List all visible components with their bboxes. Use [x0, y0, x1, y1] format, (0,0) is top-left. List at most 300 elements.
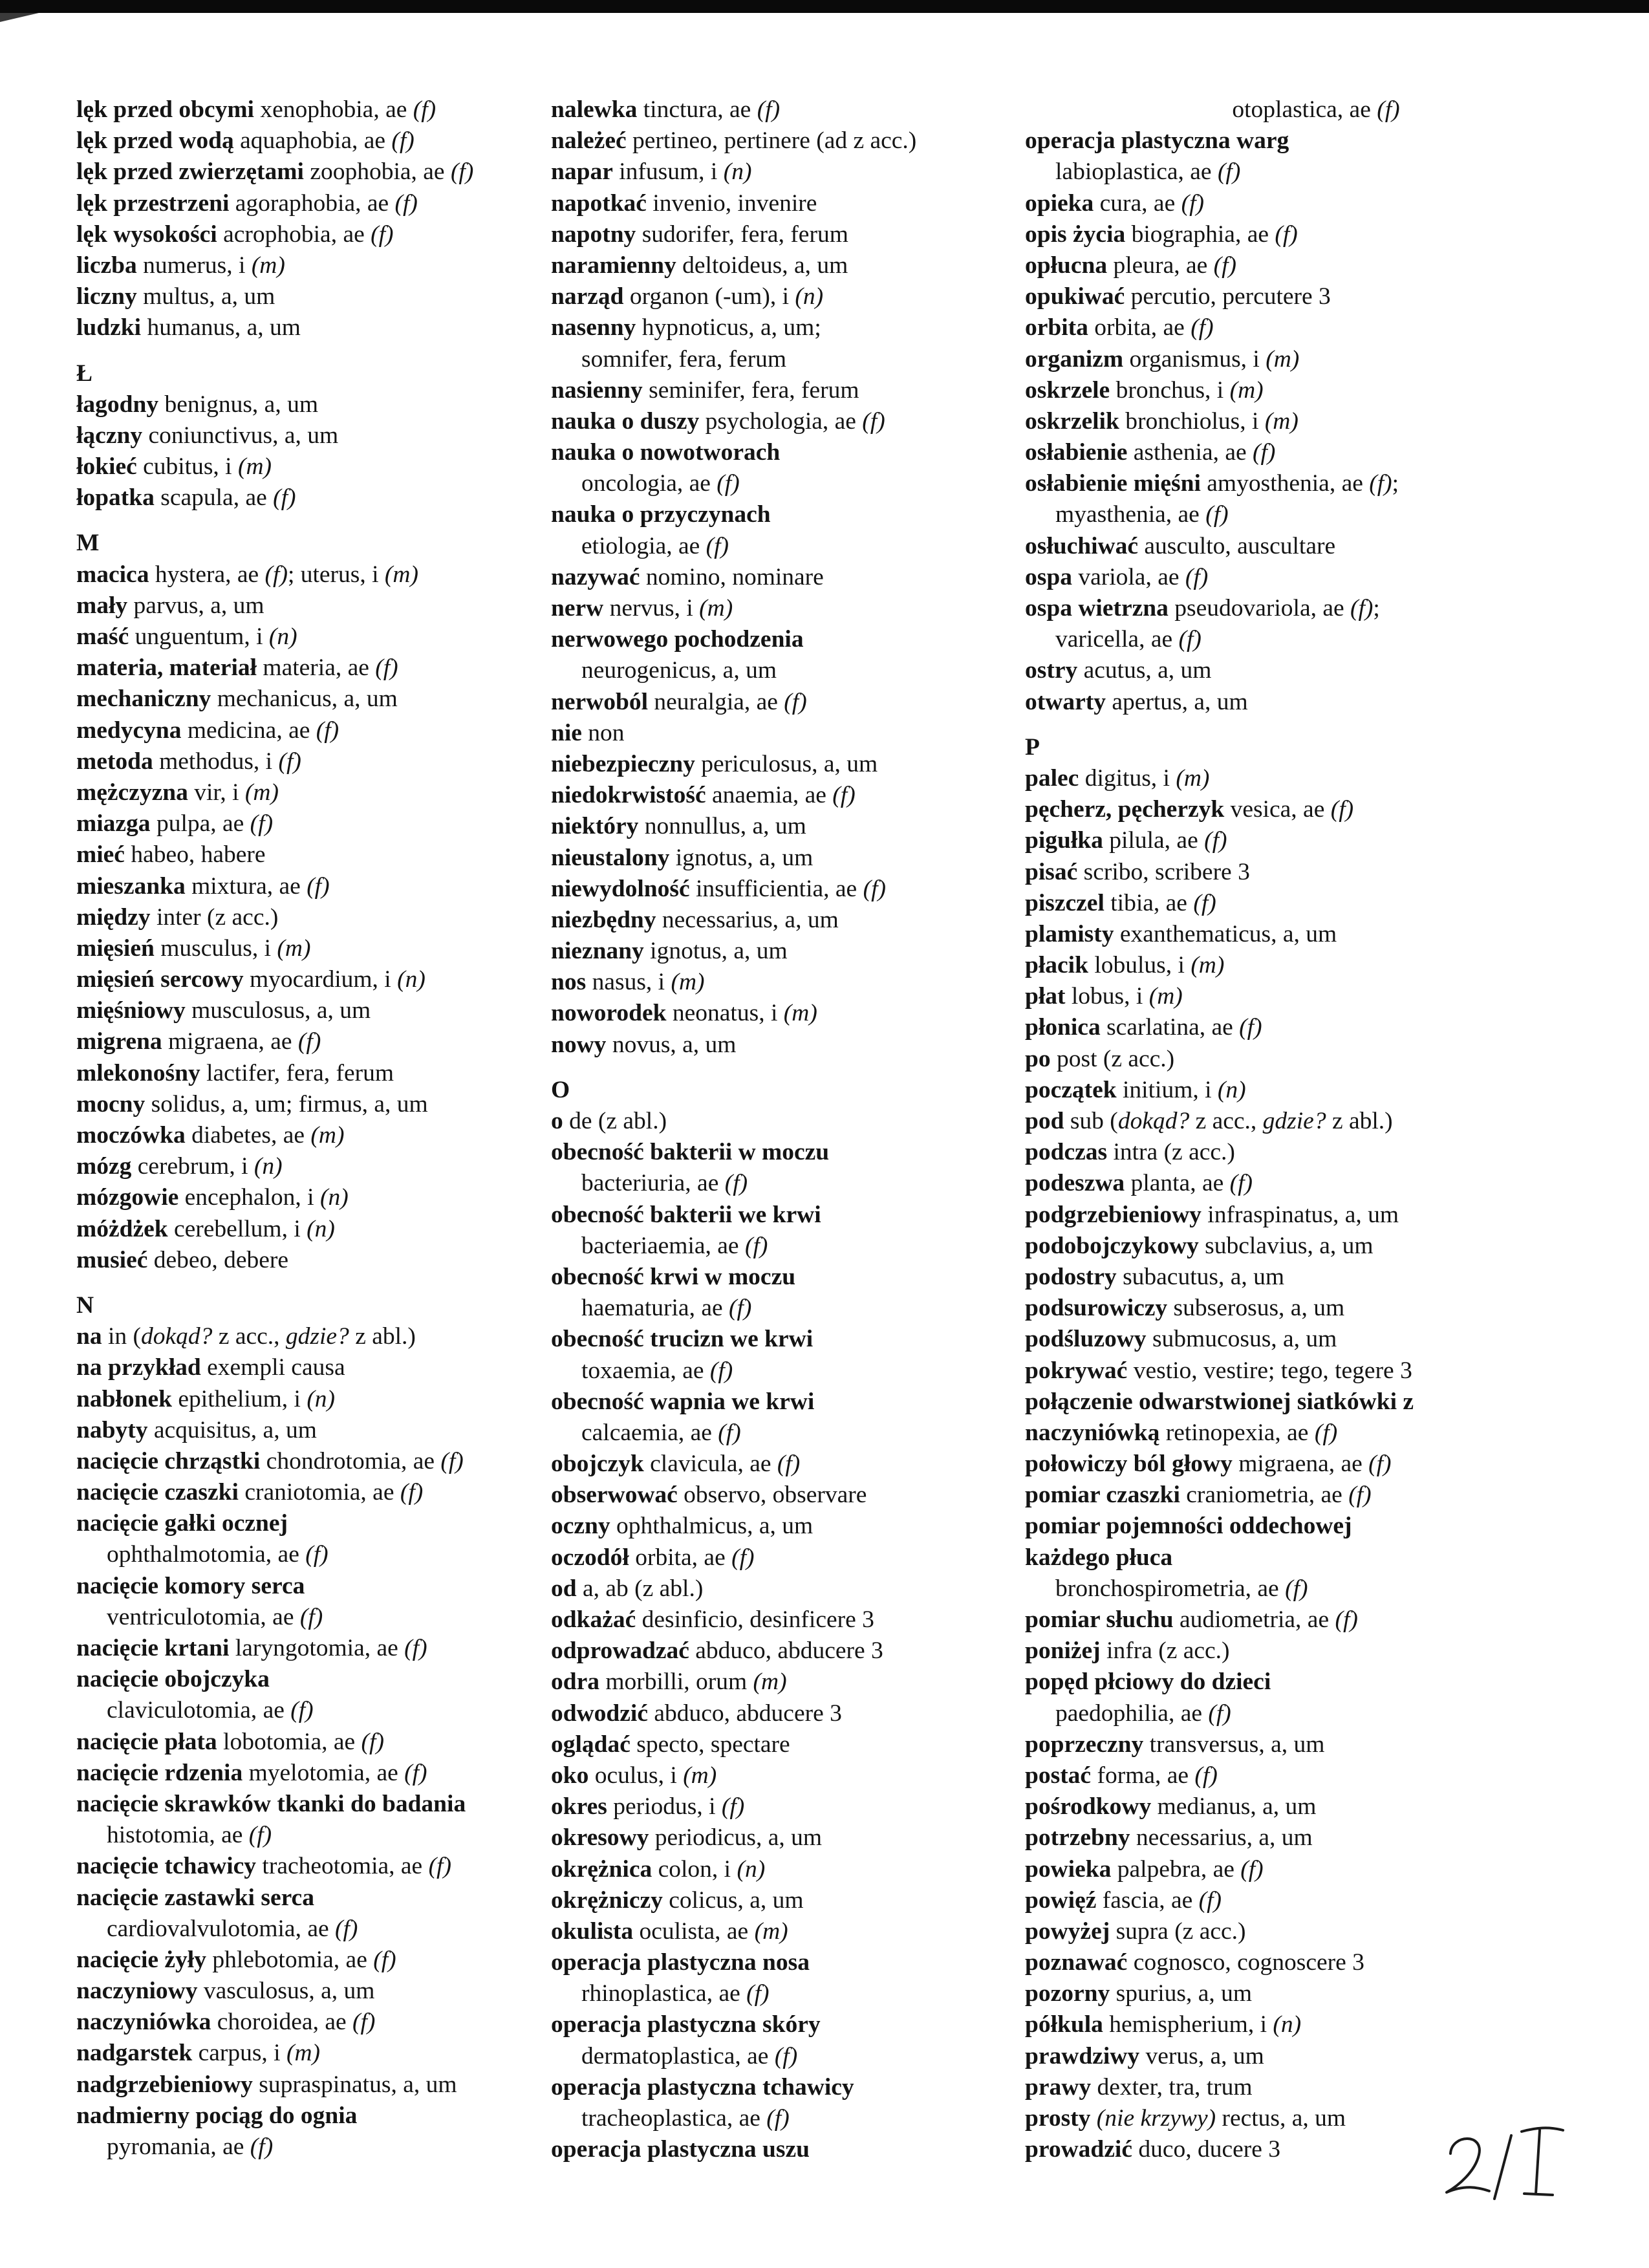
entry-definition: tracheotomia, ae — [256, 1853, 429, 1880]
entry-headword: napotkać — [551, 189, 647, 217]
grammar-tag: (m) — [671, 969, 705, 996]
entry-headword: podgrzebieniowy — [1025, 1201, 1202, 1228]
grammar-tag: (f) — [1335, 1606, 1358, 1633]
entry-headword: początek — [1025, 1076, 1117, 1103]
dictionary-entry — [76, 1026, 556, 1057]
grammar-tag: dokąd? — [141, 1323, 213, 1350]
grammar-tag: (f) — [731, 1544, 755, 1571]
grammar-tag: (f) — [250, 810, 274, 837]
dictionary-entry — [551, 905, 1017, 936]
entry-headword: naramienny — [551, 252, 676, 279]
dictionary-entry — [1025, 1324, 1607, 1355]
dictionary-entry — [76, 451, 556, 482]
entry-headword: mechaniczny — [76, 686, 211, 713]
dictionary-entry — [1025, 188, 1607, 219]
dictionary-entry — [1025, 950, 1607, 981]
entry-headword: naczyniówka — [76, 2009, 211, 2036]
entry-definition — [1090, 2105, 1096, 2132]
entry-headword: mały — [76, 592, 128, 619]
dictionary-entry — [76, 1508, 556, 1539]
grammar-tag: (f) — [1194, 1762, 1218, 1789]
dictionary-entry — [551, 2009, 1017, 2040]
dictionary-entry — [1025, 1106, 1607, 1137]
grammar-tag: (f) — [746, 1980, 770, 2007]
entry-headword: każdego płuca — [1025, 1544, 1173, 1571]
entry-headword: nasenny — [551, 314, 636, 341]
entry-headword: podsurowiczy — [1025, 1295, 1168, 1322]
entry-headword: prawdziwy — [1025, 2042, 1140, 2069]
dictionary-entry — [551, 1854, 1017, 1885]
dictionary-entry — [1025, 825, 1607, 856]
grammar-tag: (n) — [737, 1855, 766, 1883]
entry-headword: prosty — [1025, 2105, 1091, 2132]
dictionary-entry — [76, 1633, 556, 1664]
entry-headword: mięśniowy — [76, 997, 186, 1024]
dictionary-entry — [1025, 1636, 1607, 1667]
entry-definition: supraspinatus, a, um — [252, 2071, 457, 2098]
entry-headword: metoda — [76, 748, 153, 775]
dictionary-entry — [1025, 2009, 1607, 2040]
entry-definition: oculista, ae — [633, 1917, 755, 1945]
dictionary-entry — [551, 1106, 1017, 1137]
entry-headword: naczyniowy — [76, 1978, 198, 2005]
grammar-tag: (f) — [299, 1603, 323, 1630]
entry-definition: deltoideus, a, um — [676, 252, 848, 279]
grammar-tag: (m) — [384, 561, 418, 588]
entry-definition: periodicus, a, um — [649, 1824, 823, 1852]
dictionary-entry — [76, 420, 556, 451]
dictionary-entry — [551, 157, 1017, 188]
dictionary-entry — [76, 2101, 556, 2132]
entry-definition: biographia, ae — [1125, 221, 1275, 248]
entry-headword: odkażać — [551, 1606, 636, 1633]
dictionary-entry — [76, 312, 556, 343]
dictionary-entry — [551, 1604, 1017, 1636]
entry-headword: płat — [1025, 983, 1066, 1010]
dictionary-entry — [76, 1789, 556, 1820]
dictionary-entry — [1025, 1978, 1607, 2009]
dictionary-entry — [1025, 250, 1607, 281]
entry-headword: mózg — [76, 1153, 132, 1180]
entry-headword: pigułka — [1025, 827, 1103, 854]
entry-definition: paedophilia, ae — [1055, 1700, 1209, 1727]
entry-definition: scribo, scribere 3 — [1077, 858, 1250, 885]
entry-definition: craniotomia, ae — [238, 1479, 400, 1506]
entry-continuation — [551, 1418, 1017, 1449]
grammar-tag: (f) — [440, 1447, 464, 1474]
entry-definition: medianus, a, um — [1151, 1793, 1317, 1820]
dictionary-entry — [551, 998, 1017, 1029]
dictionary-entry — [76, 995, 556, 1026]
dictionary-entry — [1025, 312, 1607, 343]
entry-headword: mięsień — [76, 934, 155, 962]
entry-definition: ophthalmicus, a, um — [610, 1513, 814, 1540]
dictionary-entry — [76, 2069, 556, 2101]
dictionary-entry — [551, 1636, 1017, 1667]
grammar-tag: (f) — [1205, 501, 1229, 528]
entry-definition: post (z acc.) — [1050, 1045, 1175, 1072]
grammar-tag: (f) — [729, 1295, 752, 1322]
entry-definition: colon, i — [652, 1855, 737, 1883]
entry-headword: łagodny — [76, 391, 159, 418]
entry-definition: subclavius, a, um — [1198, 1232, 1374, 1259]
entry-definition: organismus, i — [1123, 345, 1266, 373]
entry-definition: choroidea, ae — [211, 2009, 352, 2036]
dictionary-entry — [76, 482, 556, 513]
entry-headword: o — [551, 1108, 563, 1134]
entry-definition: chondrotomia, ae — [260, 1447, 441, 1474]
entry-headword: nacięcie czaszki — [76, 1479, 239, 1506]
dictionary-entry — [1025, 1137, 1607, 1168]
dictionary-entry — [1025, 1854, 1607, 1885]
dictionary-entry — [551, 562, 1017, 593]
entry-headword: nacięcie komory serca — [76, 1572, 305, 1599]
entry-definition: ophthalmotomia, ae — [107, 1541, 306, 1568]
entry-definition: bronchospirometria, ae — [1055, 1575, 1286, 1602]
entry-headword: moczówka — [76, 1122, 186, 1149]
dictionary-column-1 — [76, 94, 556, 2163]
entry-definition: z abl.) — [1326, 1108, 1393, 1134]
entry-headword: oskrzele — [1025, 376, 1110, 404]
dictionary-entry — [76, 1851, 556, 1882]
grammar-tag: (f) — [375, 654, 398, 682]
entry-headword: operacja plastyczna skóry — [551, 2011, 821, 2038]
entry-headword: nadgarstek — [76, 2040, 193, 2067]
grammar-tag: (m) — [277, 934, 311, 962]
entry-definition: verus, a, um — [1139, 2042, 1264, 2069]
entry-definition: z acc., — [212, 1323, 286, 1350]
entry-definition: abduco, abducere 3 — [689, 1637, 883, 1665]
grammar-tag: (n) — [1217, 1076, 1246, 1103]
entry-definition: ignotus, a, um — [643, 938, 788, 965]
entry-definition: medicina, ae — [181, 717, 316, 744]
entry-headword: nacięcie krtani — [76, 1635, 230, 1661]
entry-headword: materia, materiał — [76, 654, 257, 682]
entry-headword: nabyty — [76, 1416, 148, 1443]
dictionary-entry — [76, 219, 556, 250]
grammar-tag: (f) — [1369, 470, 1392, 497]
grammar-tag: (f) — [250, 2133, 274, 2160]
entry-headword: obecność krwi w moczu — [551, 1263, 796, 1290]
dictionary-entry — [76, 1120, 556, 1151]
grammar-tag: (f) — [721, 1793, 745, 1820]
dictionary-entry — [76, 590, 556, 621]
entry-definition: anaemia, ae — [706, 782, 833, 809]
entry-headword: opłucna — [1025, 252, 1108, 279]
dictionary-entry — [551, 1030, 1017, 1061]
grammar-tag: (f) — [428, 1853, 451, 1880]
entry-continuation — [76, 1820, 556, 1851]
dictionary-entry — [76, 125, 556, 157]
grammar-tag: (f) — [352, 2009, 376, 2036]
dictionary-entry — [551, 1542, 1017, 1573]
dictionary-entry — [551, 1200, 1017, 1231]
entry-headword: okulista — [551, 1917, 634, 1945]
entry-definition: nervus, i — [603, 595, 700, 621]
entry-definition: benignus, a, um — [158, 391, 318, 418]
dictionary-entry — [76, 1151, 556, 1182]
entry-definition: ausculto, auscultare — [1138, 532, 1336, 559]
grammar-tag: (f) — [784, 688, 807, 715]
entry-continuation — [1025, 1573, 1607, 1604]
entry-definition: diabetes, ae — [185, 1122, 311, 1149]
grammar-tag: (f) — [706, 532, 729, 559]
entry-definition: asthenia, ae — [1127, 439, 1253, 466]
dictionary-entry — [1025, 1729, 1607, 1760]
entry-definition: pyromania, ae — [107, 2133, 250, 2160]
dictionary-column-3 — [1025, 94, 1607, 2165]
entry-headword: obecność bakterii w moczu — [551, 1139, 830, 1166]
entry-headword: pod — [1025, 1108, 1064, 1134]
entry-headword: pęcherz, pęcherzyk — [1025, 796, 1225, 823]
dictionary-entry — [1025, 1231, 1607, 1262]
entry-definition: variola, ae — [1072, 563, 1185, 590]
dictionary-entry — [76, 1477, 556, 1508]
entry-definition: toxaemia, ae — [581, 1357, 710, 1384]
entry-headword: nasienny — [551, 376, 643, 404]
dictionary-entry — [551, 1729, 1017, 1760]
entry-definition: morbilli, orum — [599, 1669, 753, 1696]
entry-definition: specto, spectare — [630, 1731, 790, 1758]
entry-definition: myasthenia, ae — [1055, 501, 1206, 528]
dictionary-entry — [76, 871, 556, 902]
dictionary-entry — [551, 624, 1017, 655]
handwritten-digit-2 — [1447, 2139, 1489, 2192]
dictionary-entry — [551, 375, 1017, 406]
entry-definition: exempli causa — [200, 1354, 345, 1381]
entry-definition: sudorifer, fera, ferum — [636, 221, 848, 248]
entry-continuation — [551, 1355, 1017, 1387]
dictionary-entry — [551, 967, 1017, 998]
dictionary-entry — [551, 312, 1017, 343]
entry-definition: coniunctivus, a, um — [142, 422, 339, 449]
entry-definition: necessarius, a, um — [656, 906, 839, 933]
entry-headword: poniżej — [1025, 1637, 1101, 1665]
entry-headword: nacięcie tchawicy — [76, 1853, 257, 1880]
grammar-tag: (f) — [717, 470, 740, 497]
entry-headword: odra — [551, 1669, 599, 1696]
entry-headword: po — [1025, 1045, 1051, 1072]
entry-headword: plamisty — [1025, 920, 1114, 947]
dictionary-entry — [1025, 1822, 1607, 1853]
entry-definition: scarlatina, ae — [1100, 1014, 1240, 1041]
dictionary-entry — [1025, 406, 1607, 437]
dictionary-entry — [76, 1214, 556, 1245]
grammar-tag: (f) — [400, 1479, 424, 1506]
dictionary-entry — [1025, 1667, 1607, 1698]
grammar-tag: (m) — [1148, 983, 1183, 1010]
entry-definition: bacteriaemia, ae — [581, 1232, 745, 1259]
dictionary-entry — [76, 281, 556, 312]
dictionary-entry — [1025, 2041, 1607, 2072]
dictionary-entry — [1025, 1791, 1607, 1822]
entry-headword: nacięcie skrawków tkanki do badania — [76, 1790, 466, 1817]
dictionary-entry — [76, 1415, 556, 1446]
dictionary-entry — [551, 125, 1017, 157]
grammar-tag: (m) — [754, 1917, 788, 1945]
section-letter: P — [1025, 733, 1040, 761]
entry-definition: carpus, i — [192, 2040, 286, 2067]
dictionary-entry — [551, 281, 1017, 312]
entry-headword: ostry — [1025, 657, 1078, 684]
entry-headword: okrężniczy — [551, 1886, 663, 1914]
grammar-tag: (m) — [251, 252, 285, 279]
entry-definition: submucosus, a, um — [1146, 1326, 1337, 1353]
grammar-tag: (m) — [286, 2040, 321, 2067]
entry-definition: debeo, debere — [147, 1246, 288, 1273]
entry-definition: lactifer, fera, ferum — [200, 1059, 394, 1086]
entry-headword: podobojczykowy — [1025, 1232, 1199, 1259]
entry-definition: insufficientia, ae — [689, 875, 863, 902]
entry-headword: łączny — [76, 422, 143, 449]
entry-definition: cubitus, i — [136, 453, 238, 481]
grammar-tag: (m) — [699, 595, 733, 621]
grammar-tag: (f) — [1330, 796, 1354, 823]
dictionary-entry — [1025, 281, 1607, 312]
entry-continuation — [1025, 157, 1607, 188]
handwritten-slash — [1494, 2135, 1511, 2199]
entry-definition: varicella, ae — [1055, 626, 1179, 653]
entry-headword: móżdżek — [76, 1215, 168, 1242]
dictionary-entry — [1025, 1885, 1607, 1916]
dictionary-entry — [551, 874, 1017, 905]
entry-headword: obecność bakterii we krwi — [551, 1201, 821, 1228]
entry-definition: de (z abl.) — [563, 1108, 667, 1134]
dictionary-entry — [76, 653, 556, 684]
dictionary-entry — [1025, 1168, 1607, 1199]
entry-headword: osłuchiwać — [1025, 532, 1139, 559]
dictionary-entry — [551, 593, 1017, 624]
entry-headword: macica — [76, 561, 149, 588]
grammar-tag: (f) — [1240, 1855, 1264, 1883]
entry-headword: łopatka — [76, 484, 155, 512]
entry-definition: etiologia, ae — [581, 532, 706, 559]
entry-headword: opukiwać — [1025, 283, 1125, 310]
entry-definition: necessarius, a, um — [1130, 1824, 1313, 1852]
grammar-tag: (f) — [1181, 189, 1205, 217]
entry-headword: łokieć — [76, 453, 137, 481]
dictionary-entry — [76, 808, 556, 839]
dictionary-entry — [76, 1089, 556, 1120]
entry-headword: miazga — [76, 810, 151, 837]
dictionary-entry — [1025, 562, 1607, 593]
entry-definition: bronchiolus, i — [1119, 407, 1265, 435]
dictionary-entry — [1025, 1387, 1607, 1418]
grammar-tag: (f) — [832, 782, 856, 809]
dictionary-entry — [551, 780, 1017, 811]
dictionary-entry — [76, 964, 556, 995]
entry-continuation — [551, 2103, 1017, 2134]
dictionary-entry — [76, 933, 556, 964]
dictionary-entry — [76, 1182, 556, 1213]
grammar-tag: (f) — [335, 1915, 358, 1942]
entry-definition: hemispherium, i — [1103, 2011, 1273, 2038]
grammar-tag: gdzie? — [285, 1323, 349, 1350]
entry-headword: niezbędny — [551, 906, 656, 933]
dictionary-entry — [76, 559, 556, 590]
entry-headword: orbita — [1025, 314, 1088, 341]
entry-definition: ventriculotomia, ae — [107, 1603, 300, 1630]
grammar-tag: (f) — [1185, 563, 1209, 590]
entry-continuation — [551, 1231, 1017, 1262]
entry-headword: nerwowego pochodzenia — [551, 626, 804, 653]
entry-definition: cognosco, cognoscere 3 — [1127, 1949, 1364, 1976]
entry-headword: operacja plastyczna uszu — [551, 2136, 810, 2163]
grammar-tag: (f) — [1350, 595, 1374, 621]
grammar-tag: (f) — [450, 158, 474, 186]
entry-continuation — [551, 1978, 1017, 2009]
entry-definition: orbita, ae — [629, 1544, 732, 1571]
entry-definition: ; uterus, i — [287, 561, 385, 588]
entry-definition: psychologia, ae — [699, 407, 863, 435]
entry-definition: novus, a, um — [606, 1031, 737, 1058]
grammar-tag: (f) — [373, 1946, 396, 1973]
dictionary-entry — [551, 1760, 1017, 1791]
entry-headword: nacięcie rdzenia — [76, 1759, 243, 1786]
entry-headword: nerwoból — [551, 688, 648, 715]
entry-headword: niewydolność — [551, 875, 690, 902]
entry-definition: migraena, ae — [162, 1028, 298, 1055]
entry-definition: z abl.) — [349, 1323, 416, 1350]
entry-headword: ospa — [1025, 563, 1072, 590]
entry-definition: organon (-um), i — [623, 283, 795, 310]
grammar-tag: (f) — [371, 221, 394, 248]
handwritten-page-note — [1439, 2108, 1568, 2205]
entry-definition: cura, ae — [1094, 189, 1181, 217]
entry-continuation — [551, 1293, 1017, 1324]
dictionary-entry — [551, 1573, 1017, 1604]
entry-definition: oncologia, ae — [581, 470, 717, 497]
entry-headword: osłabienie mięśni — [1025, 470, 1201, 497]
grammar-tag: (f) — [757, 96, 781, 123]
entry-definition: craniometria, ae — [1180, 1482, 1349, 1509]
entry-headword: osłabienie — [1025, 439, 1128, 466]
entry-headword: mężczyzna — [76, 779, 188, 806]
entry-headword: nos — [551, 969, 587, 996]
dictionary-entry — [1025, 1200, 1607, 1231]
dictionary-entry — [1025, 1044, 1607, 1075]
entry-headword: obecność trucizn we krwi — [551, 1326, 814, 1353]
dictionary-entry — [551, 1511, 1017, 1542]
entry-definition: pilula, ae — [1103, 827, 1205, 854]
entry-definition: tracheoplastica, ae — [581, 2105, 767, 2132]
dictionary-entry — [551, 1791, 1017, 1822]
grammar-tag: (f) — [1348, 1482, 1372, 1509]
dictionary-entry — [551, 1449, 1017, 1480]
entry-headword: lęk przed wodą — [76, 127, 234, 155]
dictionary-entry — [76, 621, 556, 653]
entry-headword: poznawać — [1025, 1949, 1128, 1976]
entry-definition: oculus, i — [588, 1762, 684, 1789]
dictionary-column-2 — [551, 94, 1017, 2165]
entry-headword: okres — [551, 1793, 607, 1820]
entry-headword: oko — [551, 1762, 589, 1789]
entry-definition: apertus, a, um — [1105, 688, 1248, 715]
entry-definition: solidus, a, um; firmus, a, um — [145, 1090, 428, 1118]
entry-headword: pomiar pojemności oddechowej — [1025, 1513, 1352, 1540]
dictionary-entry — [1025, 593, 1607, 624]
entry-definition: bronchus, i — [1110, 376, 1230, 404]
grammar-tag: (f) — [1275, 221, 1298, 248]
entry-headword: prawy — [1025, 2073, 1092, 2101]
grammar-tag: (m) — [237, 453, 272, 481]
entry-headword: noworodek — [551, 1000, 667, 1027]
dictionary-entry — [1025, 2072, 1607, 2103]
entry-definition: neurogenicus, a, um — [581, 657, 777, 684]
dictionary-entry — [551, 2134, 1017, 2165]
dictionary-entry — [551, 250, 1017, 281]
dictionary-entry — [1025, 1075, 1607, 1106]
